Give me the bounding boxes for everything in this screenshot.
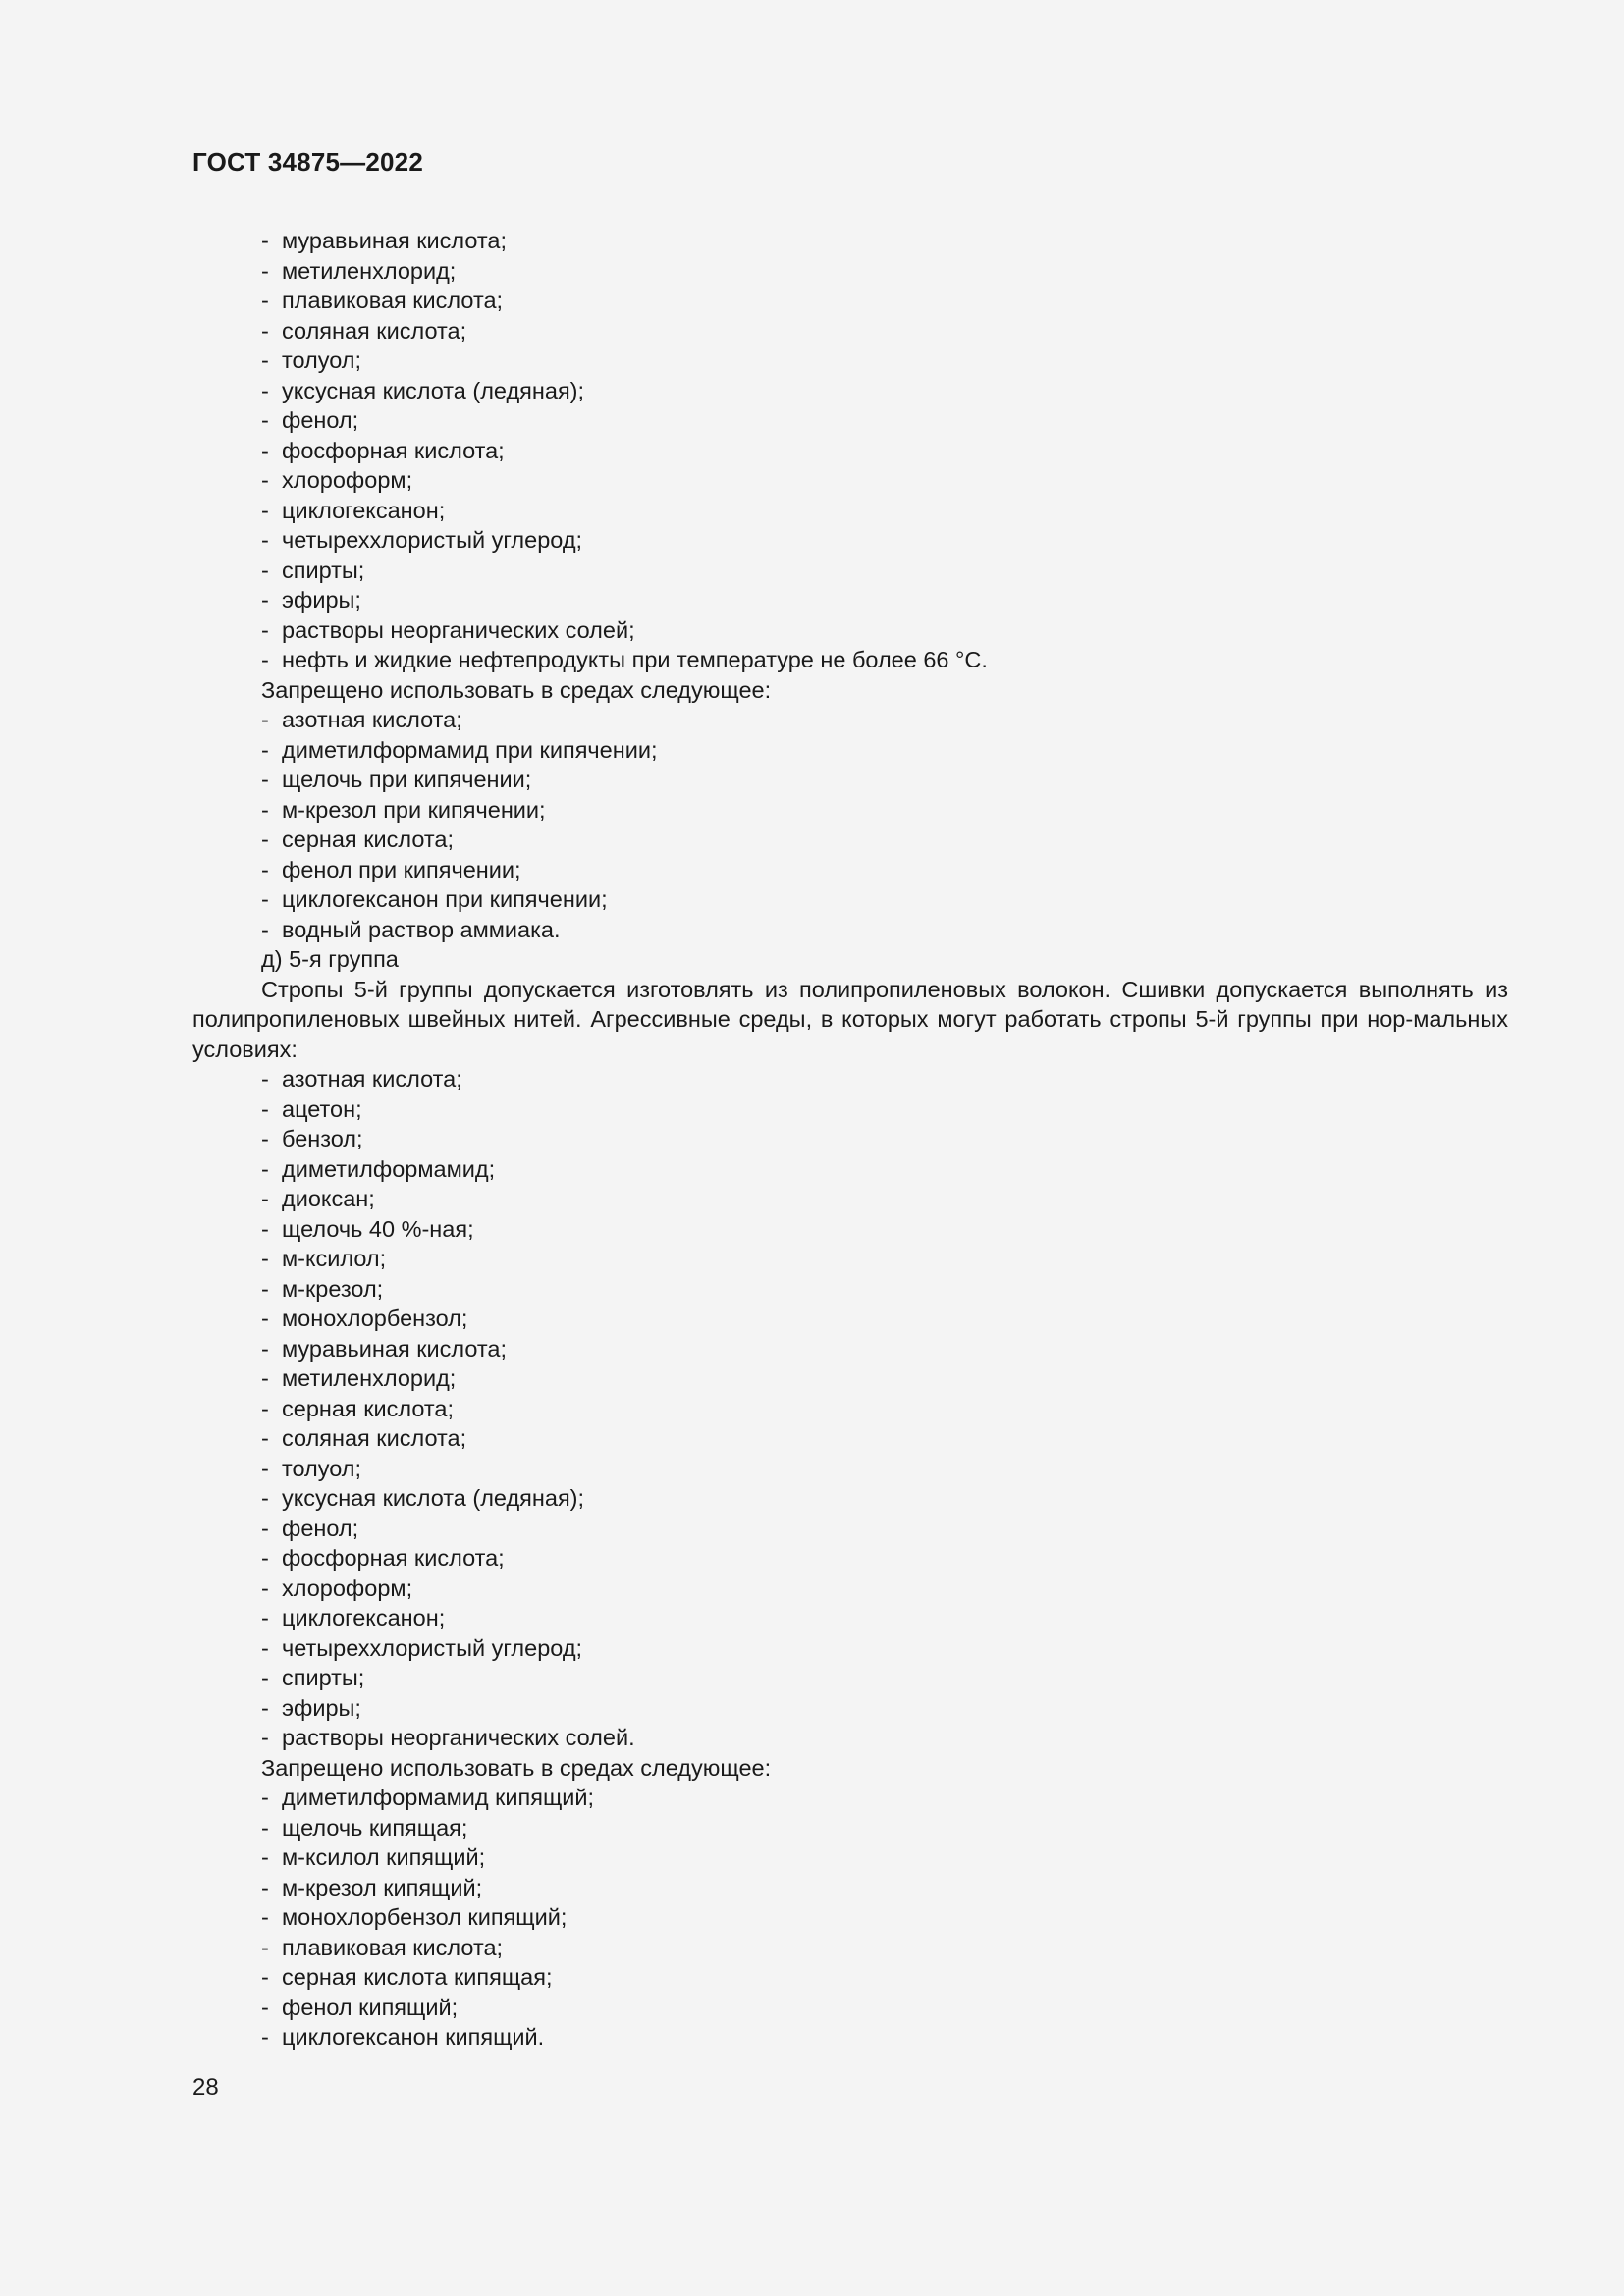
list-allowed-group4 — [192, 226, 1508, 675]
list-marker: - — [261, 317, 269, 344]
list-marker: - — [261, 1066, 269, 1092]
list-marker: - — [261, 497, 269, 523]
list-item-text: муравьиная кислота; — [282, 1335, 507, 1362]
list-item — [192, 1095, 1508, 1125]
list-item — [192, 1663, 1508, 1693]
list-item-text: циклогексанон кипящий. — [282, 2024, 545, 2050]
list-item — [192, 556, 1508, 586]
list-item-text: м-ксилол; — [282, 1246, 387, 1271]
list-marker: - — [261, 1275, 269, 1302]
list-item — [192, 1693, 1508, 1724]
list-item-text: фенол при кипячении; — [282, 856, 521, 882]
list-marker: - — [261, 1814, 269, 1841]
list-item — [192, 316, 1508, 347]
list-marker: - — [261, 347, 269, 373]
list-item — [192, 1842, 1508, 1873]
list-item — [192, 1363, 1508, 1394]
list-marker: - — [261, 1485, 269, 1511]
list-item — [192, 1813, 1508, 1843]
list-marker: - — [261, 1126, 269, 1151]
list-marker: - — [261, 437, 269, 463]
list-item — [192, 1454, 1508, 1484]
list-marker: - — [261, 886, 269, 912]
list-marker: - — [261, 377, 269, 403]
list-item-text: муравьиная кислота; — [282, 228, 507, 253]
list-marker: - — [261, 1365, 269, 1391]
list-item-text: соляная кислота; — [282, 317, 467, 344]
list-item-text: уксусная кислота (ледяная); — [282, 1485, 585, 1511]
list-item — [192, 1603, 1508, 1633]
list-item-text: метиленхлорид; — [282, 257, 457, 284]
list-item-text: м-крезол при кипячении; — [282, 796, 546, 823]
list-item-text: хлороформ; — [282, 1575, 413, 1601]
list-item-text: азотная кислота; — [282, 707, 462, 732]
list-item — [192, 795, 1508, 826]
list-marker: - — [261, 736, 269, 763]
list-item — [192, 1993, 1508, 2023]
list-item-text: азотная кислота; — [282, 1066, 462, 1092]
list-marker: - — [261, 827, 269, 852]
list-item — [192, 1633, 1508, 1664]
list-item-text: плавиковая кислота; — [282, 288, 504, 313]
list-item — [192, 735, 1508, 766]
list-item-text: водный раствор аммиака. — [282, 916, 561, 942]
list-marker: - — [261, 1515, 269, 1541]
list-marker: - — [261, 1634, 269, 1661]
list-item — [192, 1394, 1508, 1424]
list-marker: - — [261, 1844, 269, 1870]
list-item — [192, 346, 1508, 376]
list-item — [192, 1723, 1508, 1753]
list-marker: - — [261, 587, 269, 613]
list-item-text: диметилформамид кипящий; — [282, 1785, 595, 1810]
list-item — [192, 1244, 1508, 1274]
list-marker: - — [261, 1575, 269, 1601]
list-item-text: фосфорная кислота; — [282, 1545, 505, 1571]
list-marker: - — [261, 288, 269, 313]
list-item — [192, 436, 1508, 466]
list-item-text: монохлорбензол кипящий; — [282, 1904, 568, 1930]
list-item-text: эфиры; — [282, 587, 361, 613]
list-marker: - — [261, 407, 269, 433]
list-item — [192, 465, 1508, 496]
list-marker: - — [261, 1934, 269, 1960]
list-item-text: щелочь при кипячении; — [282, 767, 532, 792]
list-item — [192, 915, 1508, 945]
list-marker: - — [261, 856, 269, 882]
list-item — [192, 1483, 1508, 1514]
list-item — [192, 1334, 1508, 1364]
list-marker: - — [261, 1785, 269, 1810]
list-item-text: толуол; — [282, 347, 362, 373]
list-item — [192, 376, 1508, 406]
list-marker: - — [261, 916, 269, 942]
list-item-text: циклогексанон; — [282, 1605, 446, 1630]
list-marker: - — [261, 1964, 269, 1990]
list-item-text: растворы неорганических солей. — [282, 1725, 635, 1750]
list-item-text: фенол кипящий; — [282, 1994, 459, 2020]
list-item-text: циклогексанон при кипячении; — [282, 886, 608, 912]
list-item — [192, 1064, 1508, 1095]
list-item — [192, 1543, 1508, 1574]
list-marker: - — [261, 1155, 269, 1182]
list-marker: - — [261, 1725, 269, 1750]
list-marker: - — [261, 796, 269, 823]
list-item — [192, 1274, 1508, 1305]
list-item-text: нефть и жидкие нефтепродукты при температуре не более 66 °С. — [282, 647, 988, 672]
list-marker: - — [261, 1095, 269, 1122]
list-item — [192, 645, 1508, 675]
list-item — [192, 615, 1508, 646]
list-item-text: эфиры; — [282, 1694, 361, 1721]
list-marker: - — [261, 1455, 269, 1481]
list-marker: - — [261, 616, 269, 643]
list-item-text: м-крезол кипящий; — [282, 1874, 483, 1900]
prohibited-heading-group5: Запрещено использовать в средах следующее: — [261, 1754, 772, 1781]
list-item-text: серная кислота; — [282, 827, 454, 852]
list-item-text: фенол; — [282, 407, 359, 433]
list-marker: - — [261, 1425, 269, 1451]
list-item-text: четыреххлористый углерод; — [282, 527, 583, 553]
list-item-text: фосфорная кислота; — [282, 437, 505, 463]
list-item — [192, 286, 1508, 316]
list-item-text: м-ксилол кипящий; — [282, 1844, 486, 1870]
prohibited-heading-group4: Запрещено использовать в средах следующее: — [261, 676, 772, 703]
group5-heading: д) 5-я группа — [261, 946, 399, 972]
list-item — [192, 1902, 1508, 1933]
list-item — [192, 1873, 1508, 1903]
list-item-text: фенол; — [282, 1515, 359, 1541]
list-marker: - — [261, 1605, 269, 1630]
list-item — [192, 405, 1508, 436]
list-item-text: метиленхлорид; — [282, 1365, 457, 1391]
list-item-text: хлороформ; — [282, 467, 413, 493]
list-item-text: соляная кислота; — [282, 1425, 467, 1451]
list-item — [192, 585, 1508, 615]
list-item-text: бензол; — [282, 1126, 363, 1151]
list-marker: - — [261, 228, 269, 253]
list-prohibited-group4 — [192, 705, 1508, 944]
list-item — [192, 1184, 1508, 1214]
list-item-text: щелочь 40 %-ная; — [282, 1215, 474, 1242]
list-item — [192, 496, 1508, 526]
list-item-text: уксусная кислота (ледяная); — [282, 377, 585, 403]
list-item — [192, 226, 1508, 256]
list-prohibited-group5 — [192, 1783, 1508, 2053]
group5-paragraph: Стропы 5-й группы допускается изготовлять из полипропиленовых волокон. Сшивки допускается выполнять из полипропиленовых швейных нитей. Агрессивные среды, в которых могут работать стропы 5-й группы при нор-мальных условиях: — [192, 976, 1508, 1062]
list-item-text: диоксан; — [282, 1186, 375, 1211]
list-marker: - — [261, 1306, 269, 1331]
page-number: 28 — [192, 2074, 219, 2101]
list-item — [192, 1962, 1508, 1993]
list-item-text: четыреххлористый углерод; — [282, 1634, 583, 1661]
list-item-text: м-крезол; — [282, 1275, 384, 1302]
list-marker: - — [261, 1186, 269, 1211]
list-item — [192, 1933, 1508, 1963]
list-marker: - — [261, 467, 269, 493]
list-marker: - — [261, 707, 269, 732]
document-header: ГОСТ 34875—2022 — [192, 147, 423, 177]
list-marker: - — [261, 1694, 269, 1721]
list-item — [192, 1124, 1508, 1154]
list-item — [192, 884, 1508, 915]
list-item — [192, 2022, 1508, 2053]
list-marker: - — [261, 1904, 269, 1930]
list-item-text: спирты; — [282, 557, 365, 583]
list-item — [192, 855, 1508, 885]
list-item — [192, 1783, 1508, 1813]
list-marker: - — [261, 1665, 269, 1690]
list-marker: - — [261, 257, 269, 284]
list-item — [192, 1514, 1508, 1544]
list-marker: - — [261, 1874, 269, 1900]
list-item-text: диметилформамид при кипячении; — [282, 736, 658, 763]
list-item — [192, 705, 1508, 735]
list-marker: - — [261, 1994, 269, 2020]
list-item-text: монохлорбензол; — [282, 1306, 468, 1331]
list-item-text: щелочь кипящая; — [282, 1814, 468, 1841]
list-marker: - — [261, 527, 269, 553]
list-marker: - — [261, 2024, 269, 2050]
list-item-text: спирты; — [282, 1665, 365, 1690]
list-item — [192, 1304, 1508, 1334]
list-marker: - — [261, 1395, 269, 1421]
list-item — [192, 256, 1508, 287]
list-item — [192, 825, 1508, 855]
list-item — [192, 525, 1508, 556]
list-marker: - — [261, 1545, 269, 1571]
list-marker: - — [261, 557, 269, 583]
list-marker: - — [261, 1215, 269, 1242]
list-item-text: серная кислота; — [282, 1395, 454, 1421]
document-body — [192, 226, 1508, 2053]
list-item-text: серная кислота кипящая; — [282, 1964, 553, 1990]
list-item-text: толуол; — [282, 1455, 362, 1481]
list-marker: - — [261, 767, 269, 792]
list-item — [192, 765, 1508, 795]
list-marker: - — [261, 1246, 269, 1271]
list-allowed-group5 — [192, 1064, 1508, 1753]
list-item — [192, 1154, 1508, 1185]
list-item — [192, 1214, 1508, 1245]
list-marker: - — [261, 647, 269, 672]
list-item — [192, 1423, 1508, 1454]
list-item-text: растворы неорганических солей; — [282, 616, 635, 643]
list-item-text: циклогексанон; — [282, 497, 446, 523]
list-item-text: ацетон; — [282, 1095, 362, 1122]
list-marker: - — [261, 1335, 269, 1362]
list-item-text: плавиковая кислота; — [282, 1934, 504, 1960]
list-item-text: диметилформамид; — [282, 1155, 496, 1182]
list-item — [192, 1574, 1508, 1604]
